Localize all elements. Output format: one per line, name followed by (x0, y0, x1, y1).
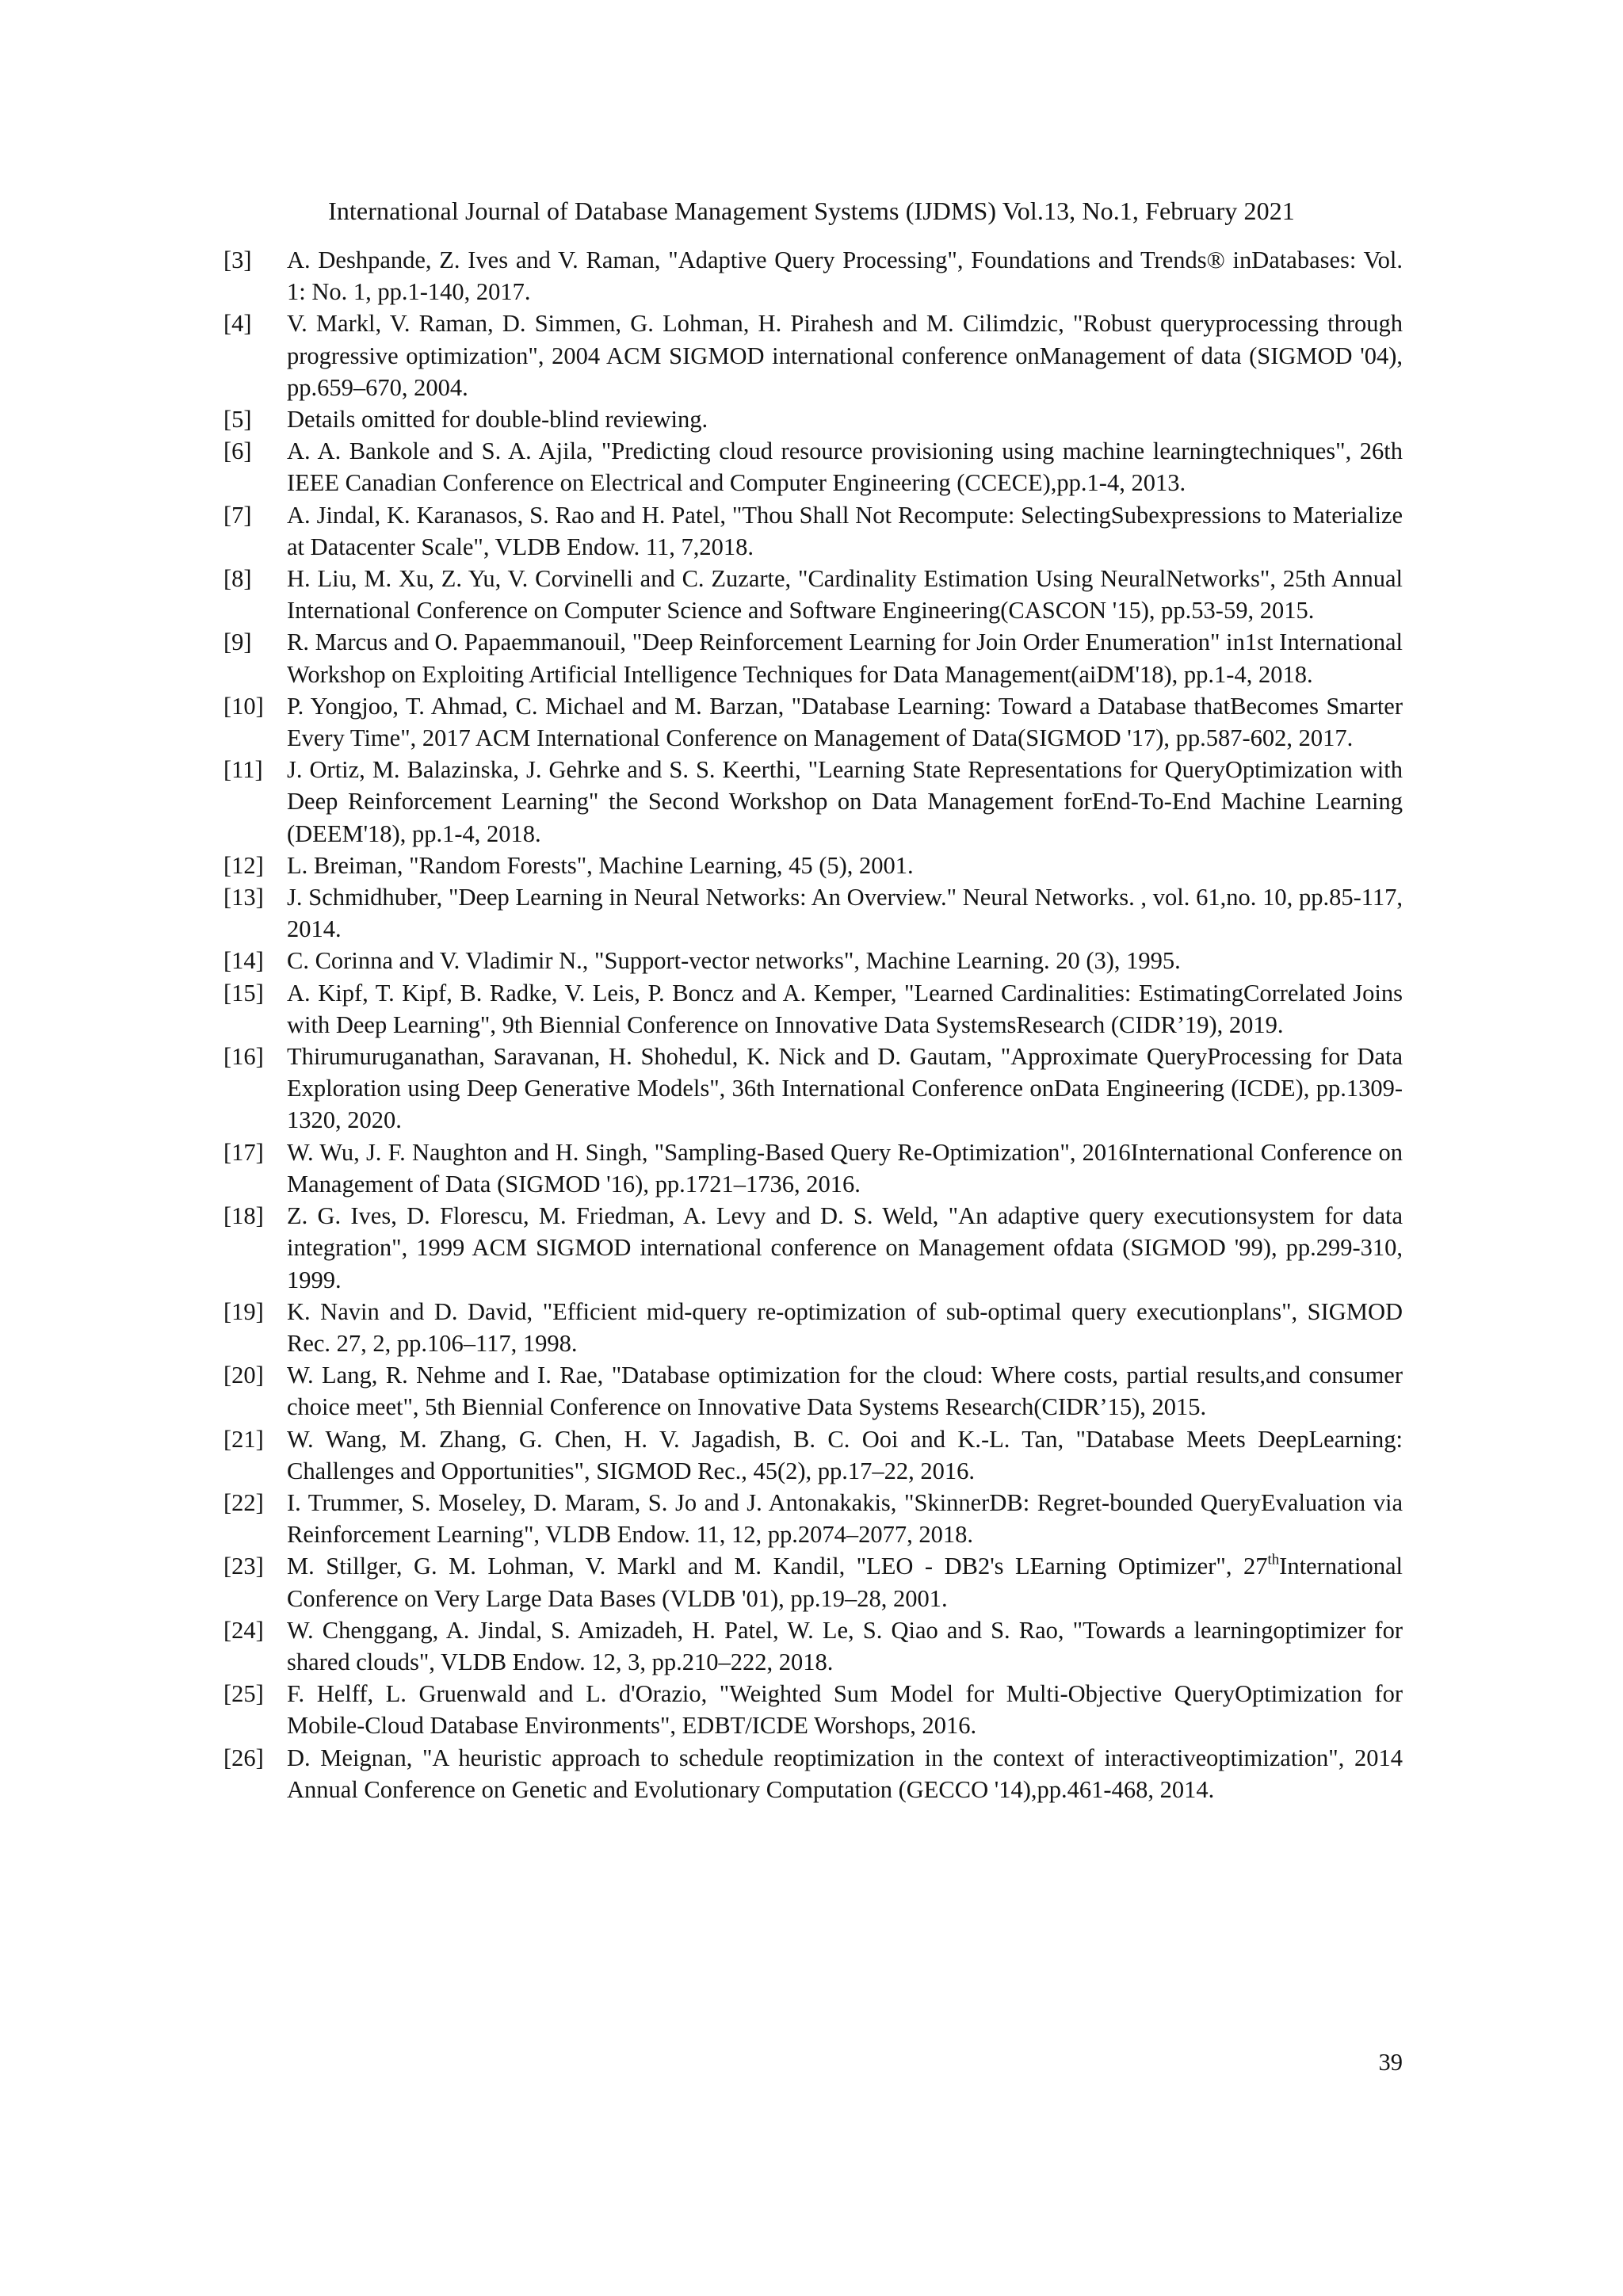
reference-item-6 (223, 435, 1403, 499)
reference-item-5 (223, 403, 1403, 435)
reference-text: Thirumuruganathan, Saravanan, H. Shohedul, K. Nick and D. Gautam, "Approximate QueryProcessing for Data Exploration using Deep Generative Models", 36th International Conference onData Engineering (ICDE), pp.1309-1320, 2020. (287, 1043, 1403, 1134)
reference-text: A. A. Bankole and S. A. Ajila, "Predicting cloud resource provisioning using machine learningtechniques", 26th IEEE Canadian Conference on Electrical and Computer Engineering (CCECE),pp.1-4, 2013. (287, 437, 1403, 497)
reference-item-9 (223, 626, 1403, 690)
reference-text: D. Meignan, "A heuristic approach to schedule reoptimization in the context of interactiveoptimization", 2014 Annual Conference on Genetic and Evolutionary Computation (GECCO '14),pp.461-468, 2014. (287, 1744, 1403, 1803)
reference-number: [3] (223, 246, 252, 273)
reference-number: [22] (223, 1488, 264, 1516)
reference-number: [10] (223, 692, 264, 720)
reference-text: V. Markl, V. Raman, D. Simmen, G. Lohman, H. Pirahesh and M. Cilimdzic, "Robust queryprocessing through progressive optimization", 2004 ACM SIGMOD international conference onManagement of data (SIGMOD '04), pp.659–670, 2004. (287, 310, 1403, 401)
reference-item-13 (223, 881, 1403, 945)
reference-text: K. Navin and D. David, "Efficient mid-query re-optimization of sub-optimal query executionplans", SIGMOD Rec. 27, 2, pp.106–117, 1998. (287, 1297, 1403, 1357)
reference-item-15 (223, 977, 1403, 1041)
reference-number: [19] (223, 1297, 264, 1325)
reference-number: [8] (223, 565, 252, 593)
reference-number: [18] (223, 1202, 264, 1230)
reference-text: J. Schmidhuber, "Deep Learning in Neural Networks: An Overview." Neural Networks. , vol. 61,no. 10, pp.85-117, 2014. (287, 884, 1403, 943)
reference-text: A. Jindal, K. Karanasos, S. Rao and H. Patel, "Thou Shall Not Recompute: SelectingSubexpressions to Materialize at Datacenter Scale", VLDB Endow. 11, 7,2018. (287, 501, 1403, 560)
ordinal-suffix: th (1267, 1552, 1280, 1569)
reference-item-4 (223, 308, 1403, 403)
reference-number: [23] (223, 1553, 264, 1580)
reference-text: R. Marcus and O. Papaemmanouil, "Deep Reinforcement Learning for Join Order Enumeration" in1st International Workshop on Exploiting Artificial Intelligence Techniques for Data Management(aiDM'18), pp.1-4, 2018. (287, 628, 1403, 688)
reference-text: W. Lang, R. Nehme and I. Rae, "Database optimization for the cloud: Where costs, partial results,and consumer choice meet", 5th Biennial Conference on Innovative Data Systems Research(CIDR’15), 2015. (287, 1362, 1403, 1421)
reference-number: [6] (223, 437, 252, 465)
reference-item-21 (223, 1423, 1403, 1487)
reference-item-11 (223, 754, 1403, 850)
reference-number: [16] (223, 1043, 264, 1071)
reference-text: C. Corinna and V. Vladimir N., "Support-vector networks", Machine Learning. 20 (3), 1995. (287, 947, 1181, 975)
reference-item-18 (223, 1200, 1403, 1296)
reference-item-19 (223, 1296, 1403, 1359)
reference-text: A. Kipf, T. Kipf, B. Radke, V. Leis, P. Boncz and A. Kemper, "Learned Cardinalities: EstimatingCorrelated Joins with Deep Learning", 9th Biennial Conference on Innovative Data SystemsResearch (CIDR’19), 2019. (287, 979, 1403, 1038)
reference-text-part: M. Stillger, G. M. Lohman, V. Markl and M. Kandil, "LEO - DB2's LEarning Optimizer", 27 (287, 1553, 1268, 1580)
reference-item-14 (223, 945, 1403, 976)
reference-text: H. Liu, M. Xu, Z. Yu, V. Corvinelli and C. Zuzarte, "Cardinality Estimation Using NeuralNetworks", 25th Annual International Conference on Computer Science and Software Engineering(CASCON '15), pp.53-59, 2015. (287, 565, 1403, 625)
reference-item-26 (223, 1742, 1403, 1805)
reference-item-24 (223, 1614, 1403, 1678)
reference-item-25 (223, 1678, 1403, 1741)
reference-item-22 (223, 1487, 1403, 1550)
reference-item-17 (223, 1137, 1403, 1200)
reference-number: [7] (223, 501, 252, 529)
reference-item-3 (223, 244, 1403, 308)
reference-text: Z. G. Ives, D. Florescu, M. Friedman, A. Levy and D. S. Weld, "An adaptive query executionsystem for data integration", 1999 ACM SIGMOD international conference on Management ofdata (SIGMOD '99), pp.299-310, 1999. (287, 1202, 1403, 1293)
reference-item-8 (223, 563, 1403, 626)
reference-number: [13] (223, 884, 264, 911)
reference-text: W. Wang, M. Zhang, G. Chen, H. V. Jagadish, B. C. Ooi and K.-L. Tan, "Database Meets DeepLearning: Challenges and Opportunities", SIGMOD Rec., 45(2), pp.17–22, 2016. (287, 1425, 1403, 1484)
reference-text: L. Breiman, "Random Forests", Machine Learning, 45 (5), 2001. (287, 851, 914, 879)
reference-text-part: International Conference on Very Large Data Bases (VLDB '01), pp.19–28, 2001. (287, 1553, 1403, 1612)
reference-item-12 (223, 850, 1403, 881)
reference-number: [15] (223, 979, 264, 1007)
reference-number: [4] (223, 310, 252, 338)
reference-number: [20] (223, 1362, 264, 1389)
reference-item-10 (223, 690, 1403, 754)
reference-text: Details omitted for double-blind reviewing. (287, 406, 708, 434)
reference-number: [5] (223, 406, 252, 434)
reference-number: [14] (223, 947, 264, 975)
reference-item-16 (223, 1041, 1403, 1137)
reference-text: W. Wu, J. F. Naughton and H. Singh, "Sampling-Based Query Re-Optimization", 2016International Conference on Management of Data (SIGMOD '16), pp.1721–1736, 2016. (287, 1138, 1403, 1198)
reference-text: W. Chenggang, A. Jindal, S. Amizadeh, H. Patel, W. Le, S. Qiao and S. Rao, "Towards a learningoptimizer for shared clouds", VLDB Endow. 12, 3, pp.210–222, 2018. (287, 1616, 1403, 1675)
reference-number: [21] (223, 1425, 264, 1453)
reference-number: [25] (223, 1680, 264, 1708)
reference-item-7 (223, 499, 1403, 563)
reference-number: [26] (223, 1744, 264, 1771)
reference-text (287, 1550, 1403, 1614)
reference-number: [9] (223, 628, 252, 656)
reference-number: [24] (223, 1616, 264, 1644)
reference-number: [17] (223, 1138, 264, 1166)
reference-item-23 (223, 1550, 1403, 1614)
reference-text: P. Yongjoo, T. Ahmad, C. Michael and M. Barzan, "Database Learning: Toward a Database thatBecomes Smarter Every Time", 2017 ACM International Conference on Management of Data(SIGMOD '17), pp.587-602, 2017. (287, 692, 1403, 752)
reference-text: A. Deshpande, Z. Ives and V. Raman, "Adaptive Query Processing", Foundations and Trends® inDatabases: Vol. 1: No. 1, pp.1-140, 2017. (287, 246, 1403, 306)
reference-number: [11] (223, 756, 263, 784)
reference-text: I. Trummer, S. Moseley, D. Maram, S. Jo and J. Antonakakis, "SkinnerDB: Regret-bounded QueryEvaluation via Reinforcement Learning", VLDB Endow. 11, 12, pp.2074–2077, 2018. (287, 1488, 1403, 1549)
page-number: 39 (1378, 2049, 1403, 2076)
reference-list (223, 244, 1403, 1805)
journal-header: International Journal of Database Management Systems (IJDMS) Vol.13, No.1, February 2021 (328, 197, 1295, 225)
reference-text: F. Helff, L. Gruenwald and L. d'Orazio, "Weighted Sum Model for Multi-Objective QueryOptimization for Mobile-Cloud Database Environments", EDBT/ICDE Worshops, 2016. (287, 1680, 1403, 1740)
reference-text: J. Ortiz, M. Balazinska, J. Gehrke and S. S. Keerthi, "Learning State Representations for QueryOptimization with Deep Reinforcement Learning" the Second Workshop on Data Management forEnd-To-End Machine Learning (DEEM'18), pp.1-4, 2018. (287, 756, 1403, 847)
reference-number: [12] (223, 851, 264, 879)
reference-item-20 (223, 1359, 1403, 1423)
